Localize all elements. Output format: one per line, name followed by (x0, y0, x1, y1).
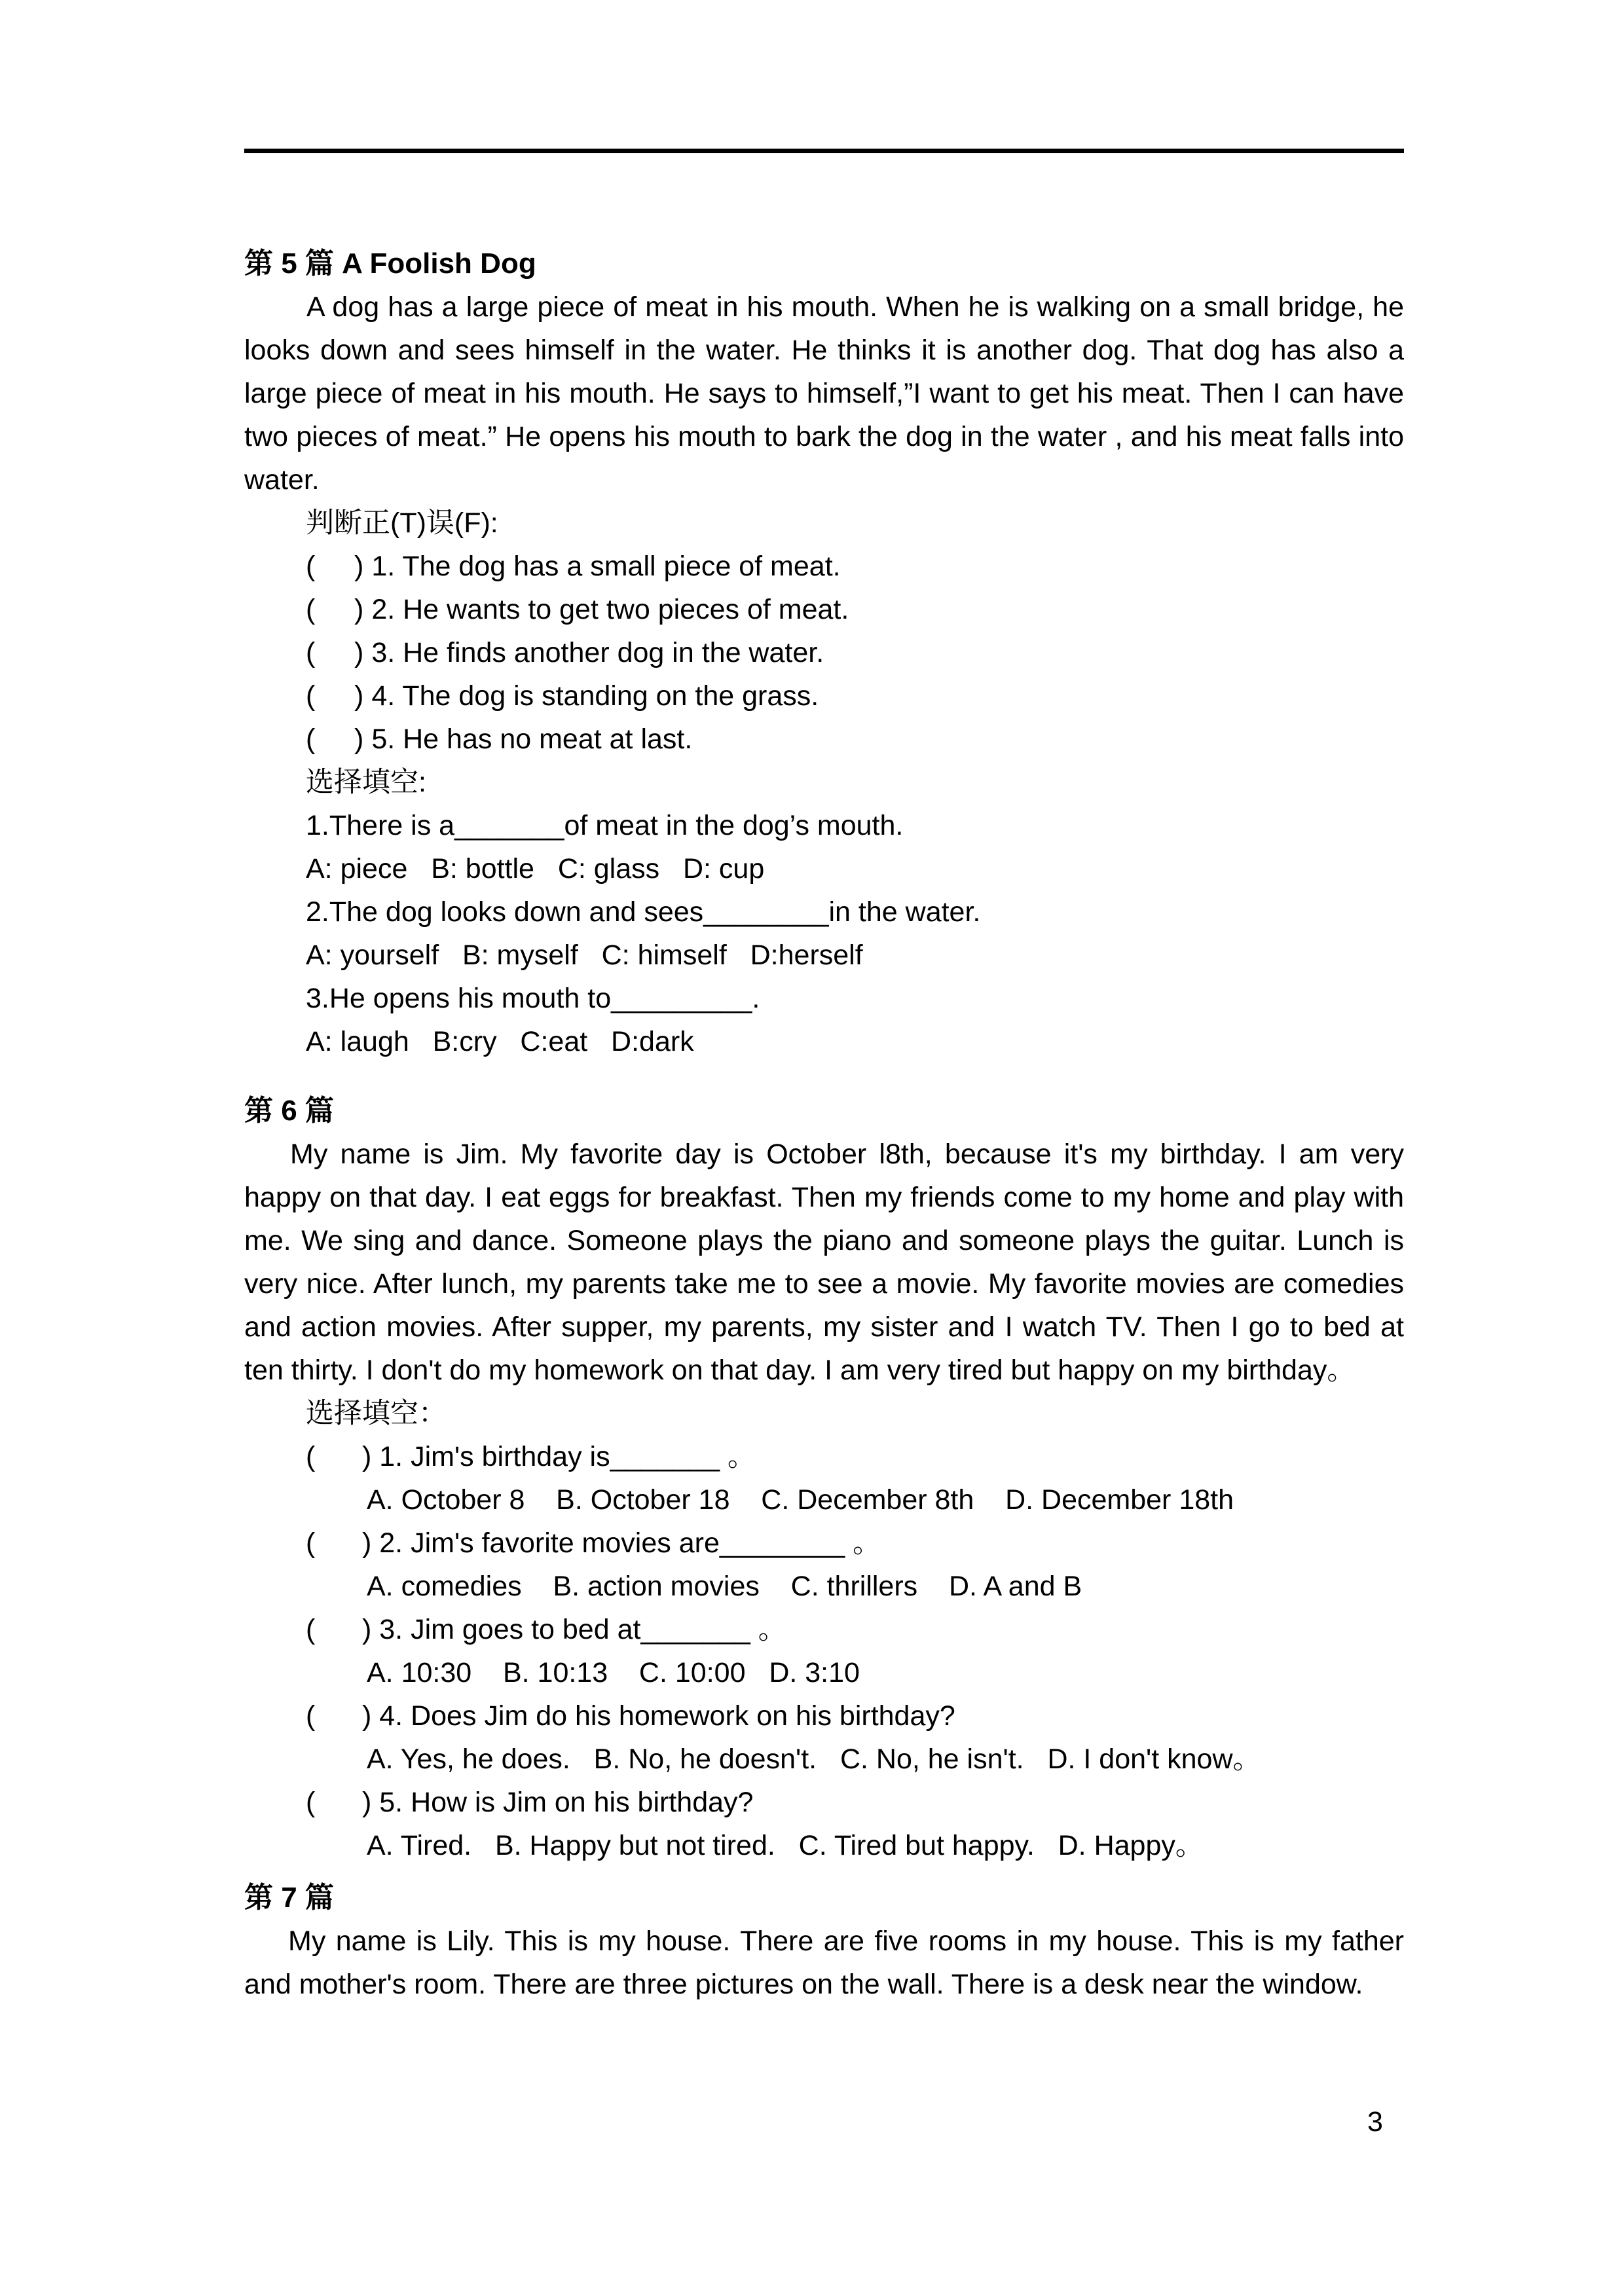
tf-item: ( ) 1. The dog has a small piece of meat. (306, 551, 841, 582)
section-5-heading: 第 5 篇 A Foolish Dog (244, 247, 536, 280)
section-7-heading: 第 7 篇 (244, 1882, 334, 1914)
section-6-passage: My name is Jim. My favorite day is October l8th, because it's my birthday. I am very happy on that day. I eat eggs for breakfast. Then my friends come to my home and play with me. We sing and dance. Someone plays the piano and someone plays the guitar. Lunch is very nice. After lunch, my parents take me to see a movie. My favorite movies are comedies and action movies. After supper, my parents, my sister and I watch TV. Then I go to bed at ten thirty. I don't do my homework on that day. I am very tired but happy on my birthday。 (244, 1139, 1404, 1386)
question-line: ( ) 3. Jim goes to bed at_______ 。 (306, 1614, 786, 1645)
tf-item: ( ) 2. He wants to get two pieces of meat. (306, 594, 849, 625)
question-line: ( ) 1. Jim's birthday is_______ 。 (306, 1441, 756, 1472)
section-5-passage: A dog has a large piece of meat in his mouth. When he is walking on a small bridge, he looks down and sees himself in the water. He thinks it is another dog. That dog has also a large piece of meat in his mouth. He says to himself,”I want to get his meat. Then I can have two pieces of meat.” He opens his mouth to bark the dog in the water , and his meat falls into water. (244, 291, 1404, 496)
header-rule (244, 149, 1404, 153)
options-line: A. October 8 B. October 18 C. December 8th D. December 18th (367, 1484, 1234, 1516)
tf-item: ( ) 5. He has no meat at last. (306, 723, 693, 755)
page-number: 3 (1367, 2106, 1383, 2138)
options-line: A. comedies B. action movies C. thrillers D. A and B (367, 1571, 1082, 1602)
options-line: A. Yes, he does. B. No, he doesn't. C. No, he isn't. D. I don't know。 (367, 1743, 1261, 1775)
options-line: A. 10:30 B. 10:13 C. 10:00 D. 3:10 (367, 1657, 860, 1688)
tf-item: ( ) 3. He finds another dog in the water. (306, 637, 824, 668)
question-line: ( ) 2. Jim's favorite movies are________ 。 (306, 1527, 881, 1559)
section-5-tf-label: 判断正(T)误(F): (306, 507, 498, 539)
section-7-passage: My name is Lily. This is my house. There are five rooms in my house. This is my father and mother's room. There are three pictures on the wall. There is a desk near the window. (244, 1925, 1404, 2000)
question-line: 1.There is a_______of meat in the dog’s mouth. (306, 810, 904, 841)
options-line: A: piece B: bottle C: glass D: cup (306, 853, 765, 884)
question-line: ( ) 5. How is Jim on his birthday? (306, 1787, 754, 1818)
options-line: A: laugh B:cry C:eat D:dark (306, 1026, 694, 1057)
section-6-choice-label: 选择填空： (306, 1398, 447, 1429)
section-5-choice-label: 选择填空: (306, 767, 426, 798)
question-line: ( ) 4. Does Jim do his homework on his birthday? (306, 1700, 955, 1732)
question-line: 3.He opens his mouth to_________. (306, 983, 760, 1014)
question-line: 2.The dog looks down and sees________in the water. (306, 896, 981, 928)
section-6-heading: 第 6 篇 (244, 1095, 334, 1127)
options-line: A: yourself B: myself C: himself D:herself (306, 939, 863, 971)
tf-item: ( ) 4. The dog is standing on the grass. (306, 680, 819, 712)
page-content (244, 242, 1404, 2006)
options-line: A. Tired. B. Happy but not tired. C. Tired but happy. D. Happy。 (367, 1830, 1204, 1861)
